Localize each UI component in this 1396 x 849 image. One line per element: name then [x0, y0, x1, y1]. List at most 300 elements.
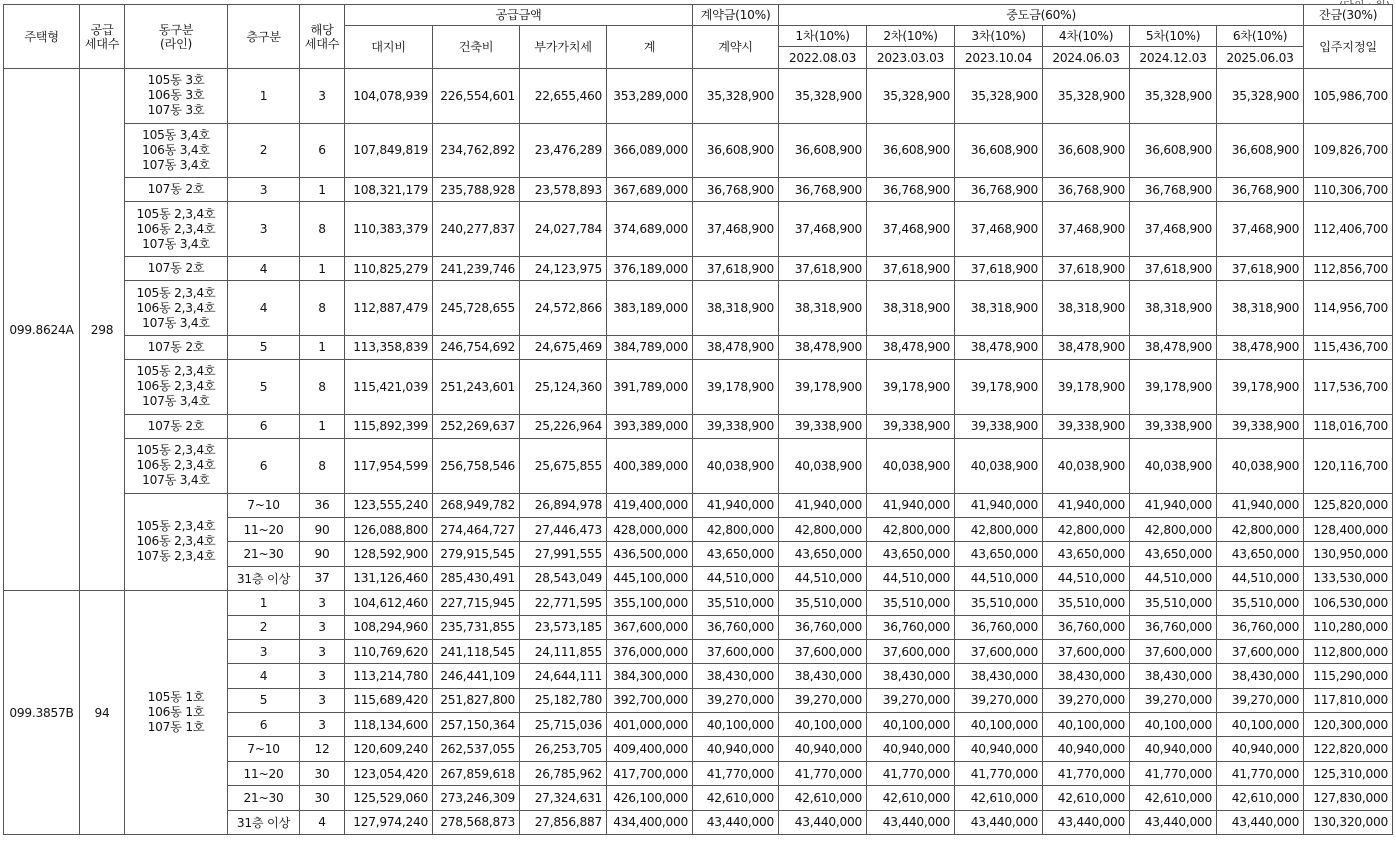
middle-payment-cell: 40,940,000	[867, 737, 955, 761]
balance-cell: 112,406,700	[1304, 202, 1393, 257]
dong-line-cell: 105동 2,3,4호 106동 2,3,4호 107동 2,3,4호	[125, 493, 228, 591]
building-price-cell: 234,762,892	[433, 123, 520, 178]
land-price-cell: 107,849,819	[345, 123, 433, 178]
land-price-cell: 110,383,379	[345, 202, 433, 257]
building-price-cell: 240,277,837	[433, 202, 520, 257]
total-price-cell: 376,000,000	[607, 639, 693, 663]
vat-cell: 23,573,185	[520, 615, 607, 639]
middle-payment-cell: 42,800,000	[955, 517, 1043, 541]
header-vat: 부가가치세	[520, 26, 607, 69]
table-row	[4, 202, 1393, 257]
land-price-cell: 113,358,839	[345, 335, 433, 359]
land-price-cell: 117,954,599	[345, 439, 433, 494]
header-installment-6: 6차(10%)	[1217, 26, 1304, 47]
middle-payment-cell: 35,510,000	[955, 591, 1043, 615]
vat-cell: 22,771,595	[520, 591, 607, 615]
table-row	[4, 256, 1393, 280]
floor-cell: 6	[228, 439, 300, 494]
middle-payment-cell: 36,760,000	[867, 615, 955, 639]
deposit-cell: 43,650,000	[693, 542, 779, 566]
middle-payment-cell: 40,100,000	[1130, 713, 1217, 737]
middle-payment-cell: 40,940,000	[1043, 737, 1130, 761]
land-price-cell: 115,421,039	[345, 360, 433, 415]
building-price-cell: 226,554,601	[433, 69, 520, 124]
header-deposit-when: 계약시	[693, 26, 779, 69]
building-price-cell: 257,150,364	[433, 713, 520, 737]
total-price-cell: 419,400,000	[607, 493, 693, 517]
header-total: 계	[607, 26, 693, 69]
units-cell: 90	[300, 542, 345, 566]
total-price-cell: 417,700,000	[607, 761, 693, 785]
middle-payment-cell: 42,610,000	[867, 786, 955, 810]
total-price-cell: 436,500,000	[607, 542, 693, 566]
building-price-cell: 273,246,309	[433, 786, 520, 810]
middle-payment-cell: 44,510,000	[1130, 566, 1217, 590]
vat-cell: 22,655,460	[520, 69, 607, 124]
deposit-cell: 40,038,900	[693, 439, 779, 494]
middle-payment-cell: 35,328,900	[955, 69, 1043, 124]
table-row	[4, 123, 1393, 178]
middle-payment-cell: 38,318,900	[1217, 281, 1304, 336]
header-installment-date-2: 2023.03.03	[867, 47, 955, 69]
floor-cell: 5	[228, 688, 300, 712]
header-units: 해당 세대수	[300, 5, 345, 69]
floor-cell: 6	[228, 414, 300, 438]
middle-payment-cell: 38,318,900	[955, 281, 1043, 336]
middle-payment-cell: 37,618,900	[1043, 256, 1130, 280]
building-price-cell: 251,827,800	[433, 688, 520, 712]
middle-payment-cell: 35,510,000	[867, 591, 955, 615]
building-price-cell: 252,269,637	[433, 414, 520, 438]
building-price-cell: 267,859,618	[433, 761, 520, 785]
vat-cell: 28,543,049	[520, 566, 607, 590]
deposit-cell: 39,178,900	[693, 360, 779, 415]
vat-cell: 27,324,631	[520, 786, 607, 810]
header-dong-line: 동구분 (라인)	[125, 5, 228, 69]
vat-cell: 25,715,036	[520, 713, 607, 737]
middle-payment-cell: 43,650,000	[867, 542, 955, 566]
floor-cell: 6	[228, 713, 300, 737]
header-floor: 층구분	[228, 5, 300, 69]
floor-cell: 2	[228, 615, 300, 639]
land-price-cell: 112,887,479	[345, 281, 433, 336]
balance-cell: 112,856,700	[1304, 256, 1393, 280]
middle-payment-cell: 42,800,000	[867, 517, 955, 541]
middle-payment-cell: 37,600,000	[955, 639, 1043, 663]
land-price-cell: 104,612,460	[345, 591, 433, 615]
building-price-cell: 241,118,545	[433, 639, 520, 663]
middle-payment-cell: 39,178,900	[955, 360, 1043, 415]
balance-cell: 128,400,000	[1304, 517, 1393, 541]
middle-payment-cell: 36,608,900	[867, 123, 955, 178]
units-cell: 8	[300, 202, 345, 257]
header-type: 주택형	[4, 5, 80, 69]
middle-payment-cell: 41,940,000	[779, 493, 867, 517]
header-installment-date-6: 2025.06.03	[1217, 47, 1304, 69]
deposit-cell: 36,608,900	[693, 123, 779, 178]
total-price-cell: 355,100,000	[607, 591, 693, 615]
middle-payment-cell: 37,600,000	[1043, 639, 1130, 663]
total-price-cell: 383,189,000	[607, 281, 693, 336]
table-body	[4, 69, 1393, 835]
floor-cell: 4	[228, 256, 300, 280]
vat-cell: 24,027,784	[520, 202, 607, 257]
middle-payment-cell: 40,038,900	[955, 439, 1043, 494]
vat-cell: 26,253,705	[520, 737, 607, 761]
balance-cell: 118,016,700	[1304, 414, 1393, 438]
middle-payment-cell: 36,768,900	[1043, 178, 1130, 202]
balance-cell: 115,436,700	[1304, 335, 1393, 359]
header-installment-4: 4차(10%)	[1043, 26, 1130, 47]
dong-line-cell: 105동 2,3,4호 106동 2,3,4호 107동 3,4호	[125, 439, 228, 494]
middle-payment-cell: 39,178,900	[1043, 360, 1130, 415]
floor-cell: 4	[228, 664, 300, 688]
dong-line-cell: 107동 2호	[125, 256, 228, 280]
middle-payment-cell: 36,768,900	[1130, 178, 1217, 202]
total-price-cell: 400,389,000	[607, 439, 693, 494]
header-land: 대지비	[345, 26, 433, 69]
balance-cell: 117,536,700	[1304, 360, 1393, 415]
middle-payment-cell: 44,510,000	[1217, 566, 1304, 590]
middle-payment-cell: 37,600,000	[867, 639, 955, 663]
middle-payment-cell: 36,768,900	[867, 178, 955, 202]
header-installment-date-3: 2023.10.04	[955, 47, 1043, 69]
table-row	[4, 281, 1393, 336]
header-building: 건축비	[433, 26, 520, 69]
middle-payment-cell: 41,770,000	[1130, 761, 1217, 785]
middle-payment-cell: 36,768,900	[1217, 178, 1304, 202]
middle-payment-cell: 38,430,000	[1217, 664, 1304, 688]
middle-payment-cell: 39,338,900	[867, 414, 955, 438]
dong-line-cell: 107동 2호	[125, 178, 228, 202]
middle-payment-cell: 38,318,900	[1043, 281, 1130, 336]
balance-cell: 110,306,700	[1304, 178, 1393, 202]
middle-payment-cell: 36,760,000	[1043, 615, 1130, 639]
middle-payment-cell: 41,770,000	[779, 761, 867, 785]
middle-payment-cell: 39,270,000	[867, 688, 955, 712]
table-row	[4, 360, 1393, 415]
land-price-cell: 104,078,939	[345, 69, 433, 124]
vat-cell: 24,572,866	[520, 281, 607, 336]
floor-cell: 4	[228, 281, 300, 336]
middle-payment-cell: 37,468,900	[1130, 202, 1217, 257]
units-cell: 37	[300, 566, 345, 590]
middle-payment-cell: 39,338,900	[779, 414, 867, 438]
units-cell: 8	[300, 360, 345, 415]
middle-payment-cell: 38,478,900	[1130, 335, 1217, 359]
deposit-cell: 40,100,000	[693, 713, 779, 737]
middle-payment-cell: 40,100,000	[779, 713, 867, 737]
deposit-cell: 41,940,000	[693, 493, 779, 517]
middle-payment-cell: 35,328,900	[779, 69, 867, 124]
header-balance-when: 입주지정일	[1304, 26, 1393, 69]
total-price-cell: 384,789,000	[607, 335, 693, 359]
middle-payment-cell: 36,608,900	[1043, 123, 1130, 178]
balance-cell: 130,950,000	[1304, 542, 1393, 566]
middle-payment-cell: 42,800,000	[779, 517, 867, 541]
floor-cell: 3	[228, 639, 300, 663]
housing-type-cell: 099.3857B	[4, 591, 80, 835]
total-price-cell: 374,689,000	[607, 202, 693, 257]
middle-payment-cell: 38,430,000	[1130, 664, 1217, 688]
land-price-cell: 108,321,179	[345, 178, 433, 202]
middle-payment-cell: 42,800,000	[1217, 517, 1304, 541]
middle-payment-cell: 43,440,000	[1217, 810, 1304, 834]
middle-payment-cell: 37,468,900	[867, 202, 955, 257]
dong-line-cell: 105동 3,4호 106동 3,4호 107동 3,4호	[125, 123, 228, 178]
balance-cell: 133,530,000	[1304, 566, 1393, 590]
middle-payment-cell: 39,270,000	[1043, 688, 1130, 712]
header-installment-1: 1차(10%)	[779, 26, 867, 47]
dong-line-cell: 107동 2호	[125, 414, 228, 438]
vat-cell: 24,644,111	[520, 664, 607, 688]
vat-cell: 27,991,555	[520, 542, 607, 566]
middle-payment-cell: 42,610,000	[1130, 786, 1217, 810]
total-price-cell: 445,100,000	[607, 566, 693, 590]
middle-payment-cell: 37,468,900	[779, 202, 867, 257]
units-cell: 36	[300, 493, 345, 517]
deposit-cell: 37,600,000	[693, 639, 779, 663]
middle-payment-cell: 40,100,000	[867, 713, 955, 737]
total-price-cell: 409,400,000	[607, 737, 693, 761]
middle-payment-cell: 43,440,000	[779, 810, 867, 834]
header-supply-price: 공급금액	[345, 5, 693, 26]
middle-payment-cell: 40,940,000	[955, 737, 1043, 761]
middle-payment-cell: 35,510,000	[779, 591, 867, 615]
middle-payment-cell: 43,650,000	[955, 542, 1043, 566]
middle-payment-cell: 43,440,000	[867, 810, 955, 834]
middle-payment-cell: 41,770,000	[1217, 761, 1304, 785]
middle-payment-cell: 36,760,000	[1217, 615, 1304, 639]
deposit-cell: 35,328,900	[693, 69, 779, 124]
land-price-cell: 120,609,240	[345, 737, 433, 761]
middle-payment-cell: 37,618,900	[1130, 256, 1217, 280]
middle-payment-cell: 41,770,000	[955, 761, 1043, 785]
building-price-cell: 246,754,692	[433, 335, 520, 359]
vat-cell: 24,111,855	[520, 639, 607, 663]
balance-cell: 127,830,000	[1304, 786, 1393, 810]
middle-payment-cell: 37,468,900	[1217, 202, 1304, 257]
floor-cell: 21~30	[228, 542, 300, 566]
vat-cell: 27,856,887	[520, 810, 607, 834]
floor-cell: 2	[228, 123, 300, 178]
floor-cell: 21~30	[228, 786, 300, 810]
header-deposit: 계약금(10%)	[693, 5, 779, 26]
middle-payment-cell: 43,440,000	[1043, 810, 1130, 834]
units-cell: 1	[300, 178, 345, 202]
middle-payment-cell: 36,608,900	[779, 123, 867, 178]
building-price-cell: 235,731,855	[433, 615, 520, 639]
middle-payment-cell: 40,100,000	[955, 713, 1043, 737]
units-cell: 90	[300, 517, 345, 541]
middle-payment-cell: 42,610,000	[955, 786, 1043, 810]
vat-cell: 26,785,962	[520, 761, 607, 785]
middle-payment-cell: 35,328,900	[1217, 69, 1304, 124]
middle-payment-cell: 41,940,000	[1217, 493, 1304, 517]
building-price-cell: 256,758,546	[433, 439, 520, 494]
middle-payment-cell: 38,430,000	[1043, 664, 1130, 688]
middle-payment-cell: 43,650,000	[1043, 542, 1130, 566]
middle-payment-cell: 36,608,900	[955, 123, 1043, 178]
middle-payment-cell: 39,338,900	[1130, 414, 1217, 438]
building-price-cell: 246,441,109	[433, 664, 520, 688]
total-price-cell: 401,000,000	[607, 713, 693, 737]
header-installment-date-4: 2024.06.03	[1043, 47, 1130, 69]
units-cell: 3	[300, 664, 345, 688]
units-cell: 3	[300, 713, 345, 737]
middle-payment-cell: 38,478,900	[779, 335, 867, 359]
middle-payment-cell: 40,038,900	[779, 439, 867, 494]
total-price-cell: 393,389,000	[607, 414, 693, 438]
total-price-cell: 426,100,000	[607, 786, 693, 810]
floor-cell: 11~20	[228, 761, 300, 785]
land-price-cell: 128,592,900	[345, 542, 433, 566]
middle-payment-cell: 39,338,900	[1043, 414, 1130, 438]
land-price-cell: 108,294,960	[345, 615, 433, 639]
middle-payment-cell: 37,600,000	[1217, 639, 1304, 663]
middle-payment-cell: 41,940,000	[1043, 493, 1130, 517]
floor-cell: 3	[228, 202, 300, 257]
middle-payment-cell: 36,768,900	[779, 178, 867, 202]
middle-payment-cell: 40,038,900	[1217, 439, 1304, 494]
middle-payment-cell: 39,270,000	[1217, 688, 1304, 712]
building-price-cell: 279,915,545	[433, 542, 520, 566]
middle-payment-cell: 44,510,000	[955, 566, 1043, 590]
balance-cell: 117,810,000	[1304, 688, 1393, 712]
middle-payment-cell: 42,610,000	[1043, 786, 1130, 810]
building-price-cell: 227,715,945	[433, 591, 520, 615]
deposit-cell: 37,618,900	[693, 256, 779, 280]
dong-line-cell: 105동 3호 106동 3호 107동 3호	[125, 69, 228, 124]
middle-payment-cell: 37,618,900	[779, 256, 867, 280]
middle-payment-cell: 35,510,000	[1130, 591, 1217, 615]
vat-cell: 24,675,469	[520, 335, 607, 359]
middle-payment-cell: 39,178,900	[867, 360, 955, 415]
middle-payment-cell: 39,270,000	[955, 688, 1043, 712]
middle-payment-cell: 37,468,900	[1043, 202, 1130, 257]
middle-payment-cell: 41,940,000	[867, 493, 955, 517]
balance-cell: 125,310,000	[1304, 761, 1393, 785]
deposit-cell: 43,440,000	[693, 810, 779, 834]
deposit-cell: 44,510,000	[693, 566, 779, 590]
deposit-cell: 36,760,000	[693, 615, 779, 639]
middle-payment-cell: 40,940,000	[779, 737, 867, 761]
deposit-cell: 35,510,000	[693, 591, 779, 615]
floor-cell: 3	[228, 178, 300, 202]
middle-payment-cell: 39,270,000	[779, 688, 867, 712]
middle-payment-cell: 38,478,900	[1217, 335, 1304, 359]
units-cell: 3	[300, 69, 345, 124]
units-cell: 3	[300, 615, 345, 639]
header-installment-date-5: 2024.12.03	[1130, 47, 1217, 69]
vat-cell: 23,476,289	[520, 123, 607, 178]
header-balance: 잔금(30%)	[1304, 5, 1393, 26]
middle-payment-cell: 35,510,000	[1043, 591, 1130, 615]
middle-payment-cell: 35,328,900	[867, 69, 955, 124]
floor-cell: 7~10	[228, 737, 300, 761]
deposit-cell: 41,770,000	[693, 761, 779, 785]
middle-payment-cell: 36,608,900	[1130, 123, 1217, 178]
middle-payment-cell: 43,440,000	[1130, 810, 1217, 834]
middle-payment-cell: 36,760,000	[779, 615, 867, 639]
units-cell: 6	[300, 123, 345, 178]
middle-payment-cell: 39,178,900	[1130, 360, 1217, 415]
middle-payment-cell: 41,940,000	[1130, 493, 1217, 517]
floor-cell: 7~10	[228, 493, 300, 517]
floor-cell: 31층 이상	[228, 810, 300, 834]
land-price-cell: 126,088,800	[345, 517, 433, 541]
units-cell: 1	[300, 414, 345, 438]
balance-cell: 125,820,000	[1304, 493, 1393, 517]
vat-cell: 25,182,780	[520, 688, 607, 712]
middle-payment-cell: 41,770,000	[867, 761, 955, 785]
units-cell: 30	[300, 786, 345, 810]
middle-payment-cell: 44,510,000	[1043, 566, 1130, 590]
middle-payment-cell: 43,440,000	[955, 810, 1043, 834]
floor-cell: 5	[228, 335, 300, 359]
balance-cell: 115,290,000	[1304, 664, 1393, 688]
building-price-cell: 268,949,782	[433, 493, 520, 517]
header-installment-5: 5차(10%)	[1130, 26, 1217, 47]
units-cell: 3	[300, 688, 345, 712]
units-cell: 30	[300, 761, 345, 785]
middle-payment-cell: 39,338,900	[955, 414, 1043, 438]
land-price-cell: 118,134,600	[345, 713, 433, 737]
balance-cell: 112,800,000	[1304, 639, 1393, 663]
floor-cell: 11~20	[228, 517, 300, 541]
total-price-cell: 376,189,000	[607, 256, 693, 280]
table-row	[4, 493, 1393, 517]
middle-payment-cell: 42,610,000	[779, 786, 867, 810]
floor-cell: 31층 이상	[228, 566, 300, 590]
building-price-cell: 285,430,491	[433, 566, 520, 590]
middle-payment-cell: 40,038,900	[1043, 439, 1130, 494]
supply-units-cell: 94	[80, 591, 125, 835]
dong-line-cell: 105동 2,3,4호 106동 2,3,4호 107동 3,4호	[125, 202, 228, 257]
building-price-cell: 241,239,746	[433, 256, 520, 280]
units-cell: 3	[300, 591, 345, 615]
middle-payment-cell: 39,338,900	[1217, 414, 1304, 438]
table-row	[4, 414, 1393, 438]
table-row	[4, 591, 1393, 615]
balance-cell: 105,986,700	[1304, 69, 1393, 124]
middle-payment-cell: 37,618,900	[1217, 256, 1304, 280]
vat-cell: 23,578,893	[520, 178, 607, 202]
middle-payment-cell: 38,318,900	[779, 281, 867, 336]
middle-payment-cell: 37,468,900	[955, 202, 1043, 257]
middle-payment-cell: 36,760,000	[955, 615, 1043, 639]
units-cell: 8	[300, 281, 345, 336]
dong-line-cell: 105동 2,3,4호 106동 2,3,4호 107동 3,4호	[125, 360, 228, 415]
middle-payment-cell: 38,318,900	[867, 281, 955, 336]
vat-cell: 27,446,473	[520, 517, 607, 541]
middle-payment-cell: 38,478,900	[955, 335, 1043, 359]
dong-line-cell: 107동 2호	[125, 335, 228, 359]
land-price-cell: 115,689,420	[345, 688, 433, 712]
building-price-cell: 245,728,655	[433, 281, 520, 336]
table-row	[4, 335, 1393, 359]
middle-payment-cell: 39,178,900	[779, 360, 867, 415]
building-price-cell: 251,243,601	[433, 360, 520, 415]
total-price-cell: 384,300,000	[607, 664, 693, 688]
middle-payment-cell: 37,600,000	[1130, 639, 1217, 663]
total-price-cell: 353,289,000	[607, 69, 693, 124]
vat-cell: 25,675,855	[520, 439, 607, 494]
deposit-cell: 38,318,900	[693, 281, 779, 336]
deposit-cell: 42,800,000	[693, 517, 779, 541]
middle-payment-cell: 39,178,900	[1217, 360, 1304, 415]
middle-payment-cell: 42,610,000	[1217, 786, 1304, 810]
